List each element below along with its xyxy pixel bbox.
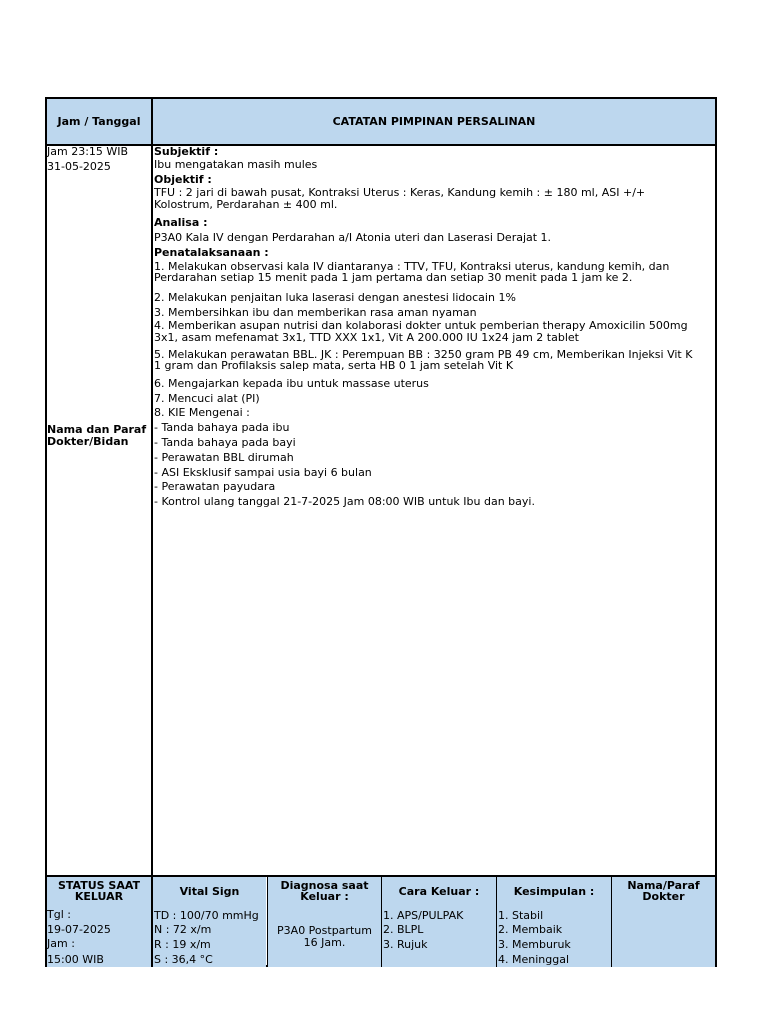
kesimpulan-option-4: 4. Meninggal — [498, 953, 570, 966]
plan-item-5-line-1: 5. Melakukan perawatan BBL. JK : Perempuan BB : 3250 gram PB 49 cm, Memberikan Injeksi Vit K — [154, 348, 693, 361]
status-title-1: STATUS SAAT — [57, 879, 141, 892]
vital-s: S : 36,4 °C — [154, 953, 213, 966]
entry-time: Jam 23:15 WIB — [47, 145, 129, 158]
kie-item: - Perawatan payudara — [154, 480, 276, 493]
objektif-line-2: Kolostrum, Perdarahan ± 400 ml. — [154, 198, 338, 211]
plan-item-1-line-2: Perdarahan setiap 15 menit pada 1 jam pertama dan setiap 30 menit pada 1 jam ke 2. — [154, 271, 633, 284]
signature-label-2: Dokter/Bidan — [47, 435, 129, 448]
diagnosa-cell — [268, 877, 381, 967]
plan-item-4-line-2: 3x1, asam mefenamat 3x1, TTD XXX 1x1, Vit A 200.000 IU 1x24 jam 2 tablet — [154, 331, 579, 344]
plan-item-1-line-1: 1. Melakukan observasi kala IV diantaranya : TTV, TFU, Kontraksi uterus, kandung kemih, dan — [154, 260, 670, 273]
plan-item-4-line-1: 4. Memberikan asupan nutrisi dan kolaborasi dokter untuk pemberian therapy Amoxicilin 500mg — [154, 319, 688, 332]
analisa-text: P3A0 Kala IV dengan Perdarahan a/I Atonia uteri dan Laserasi Derajat 1. — [154, 231, 552, 244]
plan-item-7: 7. Mencuci alat (PI) — [154, 392, 260, 405]
kie-item: - Kontrol ulang tanggal 21-7-2025 Jam 08:00 WIB untuk Ibu dan bayi. — [154, 495, 535, 508]
status-keluar-cell — [47, 877, 151, 967]
entry-date: 31-05-2025 — [47, 160, 111, 173]
tgl-label: Tgl : — [47, 908, 71, 921]
kesimpulan-cell — [497, 877, 611, 967]
nama-paraf-title-2: Dokter — [642, 890, 685, 903]
header-time-label: Jam / Tanggal — [57, 115, 141, 128]
nama-paraf-cell — [612, 877, 715, 967]
time-date-cell — [47, 145, 151, 875]
cara-option-1: 1. APS/PULPAK — [383, 909, 464, 922]
kie-item: - Tanda bahaya pada ibu — [154, 421, 290, 434]
cara-option-3: 3. Rujuk — [383, 938, 428, 951]
cara-keluar-cell — [382, 877, 496, 967]
notes-cell — [154, 145, 714, 875]
kie-item: - Perawatan BBL dirumah — [154, 451, 294, 464]
vital-td: TD : 100/70 mmHg — [154, 909, 259, 922]
header-cell-title — [153, 99, 715, 144]
plan-item-8: 8. KIE Mengenai : — [154, 406, 250, 419]
signature-label-1: Nama dan Paraf — [47, 423, 147, 436]
diagnosa-title-1: Diagnosa saat — [280, 879, 369, 892]
subjektif-label: Subjektif : — [154, 145, 219, 158]
vital-sign-title: Vital Sign — [179, 885, 240, 898]
diagnosa-title-2: Keluar : — [300, 890, 349, 903]
penatalaksanaan-label: Penatalaksanaan : — [154, 246, 269, 259]
diagnosa-text-1: P3A0 Postpartum — [277, 924, 372, 937]
nama-paraf-title-1: Nama/Paraf — [627, 879, 700, 892]
kie-item: - Tanda bahaya pada bayi — [154, 436, 296, 449]
jam-label: Jam : — [47, 937, 75, 950]
tgl-value: 19-07-2025 — [47, 923, 111, 936]
vital-r: R : 19 x/m — [154, 938, 211, 951]
subjektif-text: Ibu mengatakan masih mules — [154, 158, 318, 171]
objektif-label: Objektif : — [154, 173, 212, 186]
header-cell-time — [47, 99, 151, 144]
delivery-record-table — [45, 97, 717, 967]
status-title-2: KELUAR — [74, 890, 124, 903]
kesimpulan-option-2: 2. Membaik — [498, 923, 563, 936]
kesimpulan-title: Kesimpulan : — [513, 885, 595, 898]
vital-sign-cell — [153, 877, 266, 967]
plan-item-6: 6. Mengajarkan kepada ibu untuk massase uterus — [154, 377, 429, 390]
page-title: CATATAN PIMPINAN PERSALINAN — [332, 115, 536, 128]
plan-item-5-line-2: 1 gram dan Profilaksis salep mata, serta HB 0 1 jam setelah Vit K — [154, 359, 514, 372]
kesimpulan-option-1: 1. Stabil — [498, 909, 544, 922]
objektif-line-1: TFU : 2 jari di bawah pusat, Kontraksi Uterus : Keras, Kandung kemih : ± 180 ml, ASI +/+ — [154, 186, 646, 199]
kie-item: - ASI Eksklusif sampai usia bayi 6 bulan — [154, 466, 372, 479]
diagnosa-text-2: 16 Jam. — [303, 936, 346, 949]
plan-item-3: 3. Membersihkan ibu dan memberikan rasa aman nyaman — [154, 306, 477, 319]
vital-n: N : 72 x/m — [154, 923, 212, 936]
analisa-label: Analisa : — [154, 216, 208, 229]
plan-item-2: 2. Melakukan penjaitan luka laserasi dengan anestesi lidocain 1% — [154, 291, 516, 304]
jam-value: 15:00 WIB — [47, 953, 104, 966]
cara-keluar-title: Cara Keluar : — [398, 885, 480, 898]
kesimpulan-option-3: 3. Memburuk — [498, 938, 571, 951]
cara-option-2: 2. BLPL — [383, 923, 424, 936]
